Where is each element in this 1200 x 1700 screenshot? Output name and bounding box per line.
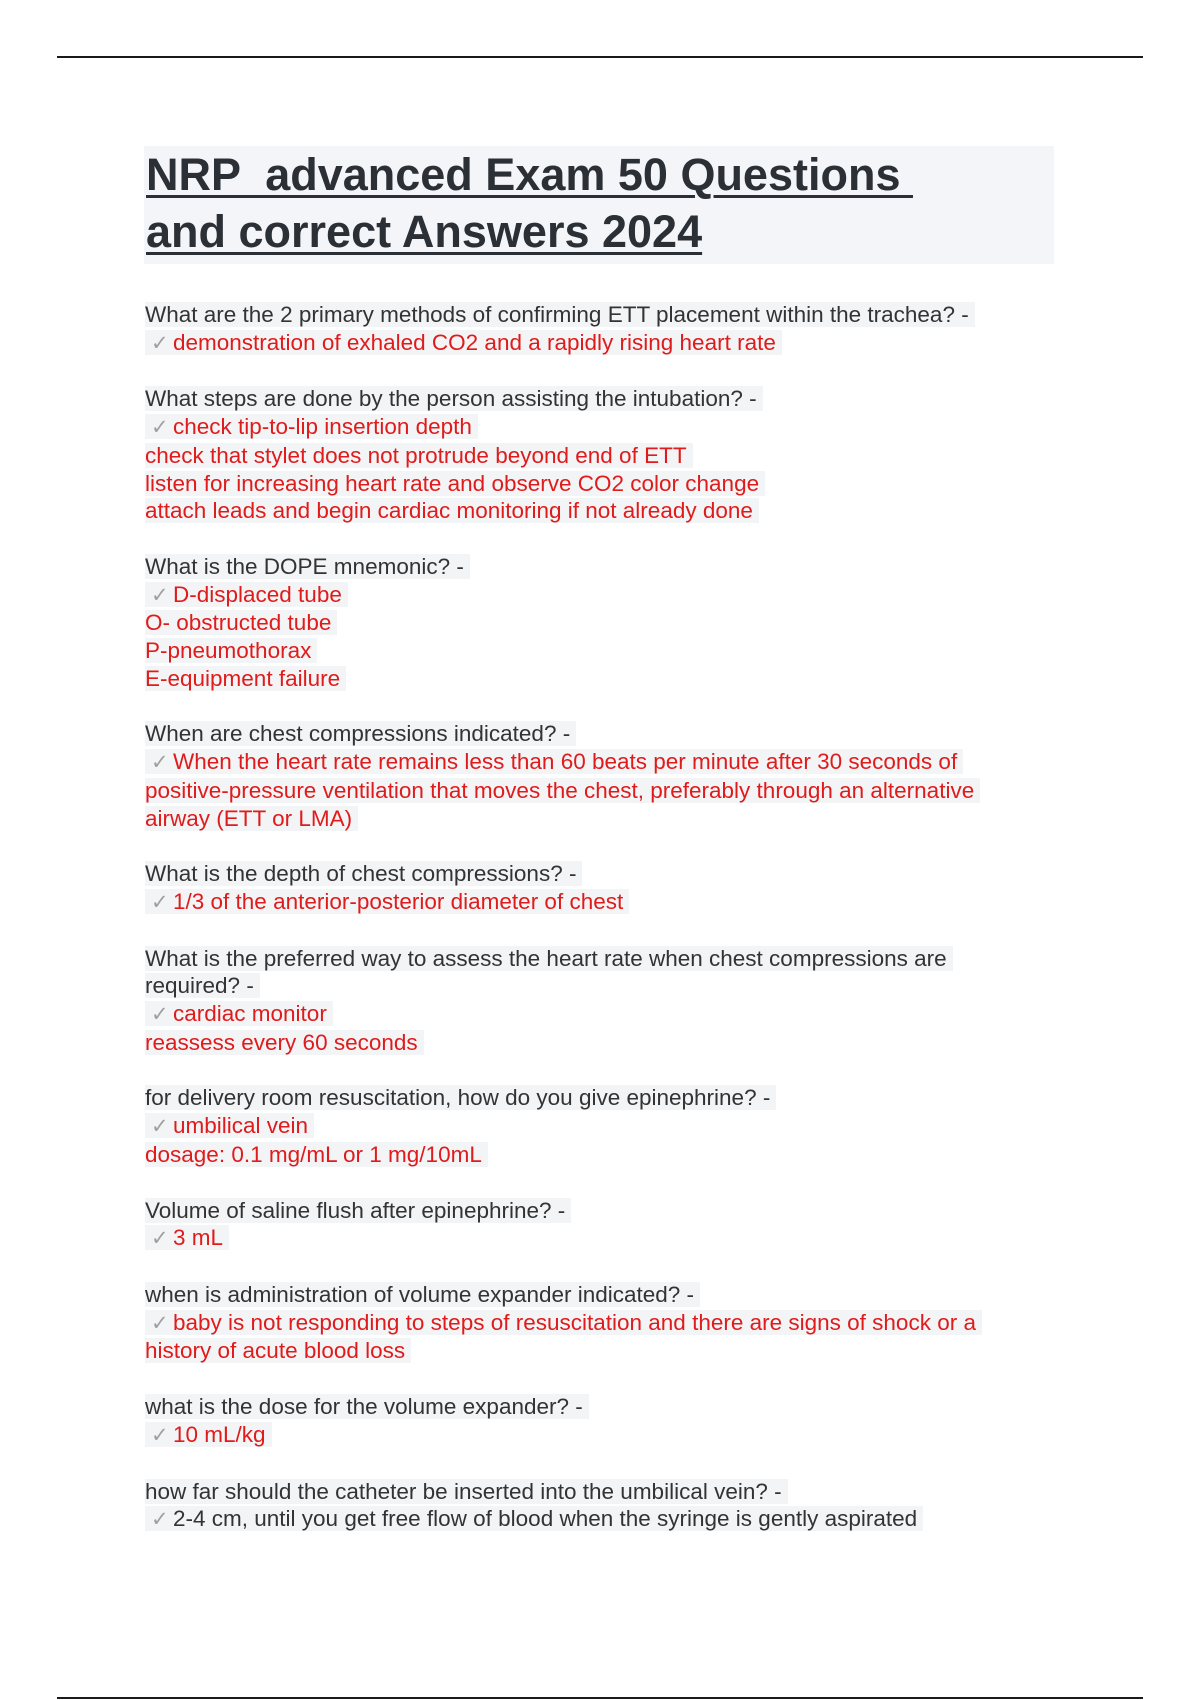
answer-line <box>145 1224 1045 1253</box>
answer-text-wrap <box>145 471 765 496</box>
qa-item <box>145 385 1045 525</box>
answer-text: listen for increasing heart rate and observe CO2 color change <box>145 470 760 496</box>
qa-item <box>145 1281 1045 1365</box>
answer-text-wrap <box>145 1225 229 1250</box>
answer-line <box>145 442 1045 470</box>
checkmark-icon: ✓ <box>151 1114 169 1139</box>
checkmark-icon: ✓ <box>151 1507 169 1532</box>
answer-text: P-pneumothorax <box>145 638 312 664</box>
qa-list <box>145 301 1045 1562</box>
answer-text: dosage: 0.1 mg/mL or 1 mg/10mL <box>145 1141 482 1167</box>
answer-line <box>145 1337 1045 1365</box>
answer-text: 1/3 of the anterior-posterior diameter of chest <box>173 888 624 914</box>
answer-text-wrap <box>145 806 358 831</box>
answer-text: When the heart rate remains less than 60 beats per minute after 30 seconds of <box>173 749 958 775</box>
answer-line <box>145 1112 1045 1141</box>
question-line <box>145 1084 1045 1112</box>
title-line-1: NRP advanced Exam 50 Questions <box>146 149 913 200</box>
checkmark-icon: ✓ <box>151 889 169 914</box>
answer-text: E-equipment failure <box>145 665 341 691</box>
question-text: for delivery room resuscitation, how do you give epinephrine? - <box>145 1085 776 1110</box>
question-text: how far should the catheter be inserted into the umbilical vein? - <box>145 1479 788 1504</box>
qa-item <box>145 860 1045 916</box>
question-line <box>145 1393 1045 1421</box>
question-text: required? - <box>145 973 260 998</box>
answer-text-wrap <box>145 1142 488 1167</box>
question-text: what is the dose for the volume expander? - <box>145 1394 589 1419</box>
top-rule <box>57 56 1143 58</box>
question-line <box>145 1478 1045 1506</box>
answer-text: 2-4 cm, until you get free flow of blood when the syringe is gently aspirated <box>173 1506 918 1532</box>
title-line-2: and correct Answers 2024 <box>146 206 703 257</box>
answer-text-wrap <box>145 582 348 607</box>
answer-text-wrap <box>145 1030 424 1055</box>
answer-text: positive-pressure ventilation that moves the chest, preferably through an alternative <box>145 777 975 803</box>
checkmark-icon: ✓ <box>151 415 169 440</box>
question-line <box>145 301 1045 329</box>
question-text: What is the depth of chest compressions? - <box>145 861 582 886</box>
answer-text: D-displaced tube <box>173 581 342 607</box>
question-text: What is the preferred way to assess the heart rate when chest compressions are <box>145 946 953 971</box>
answer-text-wrap <box>145 498 759 523</box>
answer-line <box>145 497 1045 525</box>
question-text: What are the 2 primary methods of confirming ETT placement within the trachea? - <box>145 302 975 327</box>
answer-text: baby is not responding to steps of resuscitation and there are signs of shock or a <box>173 1309 976 1335</box>
answer-line <box>145 329 1045 358</box>
answer-line <box>145 637 1045 665</box>
answer-text-wrap <box>145 749 963 774</box>
document-title <box>144 146 1054 264</box>
answer-text: attach leads and begin cardiac monitoring if not already done <box>145 498 753 524</box>
qa-item <box>145 553 1045 693</box>
answer-line <box>145 748 1045 777</box>
qa-item <box>145 1393 1045 1449</box>
answer-text: reassess every 60 seconds <box>145 1029 418 1055</box>
answer-text-wrap <box>145 1506 923 1531</box>
checkmark-icon: ✓ <box>151 1422 169 1447</box>
question-line <box>145 945 1045 973</box>
answer-text-wrap <box>145 1113 314 1138</box>
question-line <box>145 1197 1045 1225</box>
qa-item <box>145 945 1045 1057</box>
answer-text: demonstration of exhaled CO2 and a rapidly rising heart rate <box>173 329 776 355</box>
checkmark-icon: ✓ <box>151 1002 169 1027</box>
answer-text: check that stylet does not protrude beyond end of ETT <box>145 442 687 468</box>
answer-text: 10 mL/kg <box>173 1421 266 1447</box>
answer-text: O- obstructed tube <box>145 610 332 636</box>
qa-item <box>145 1197 1045 1253</box>
answer-text: umbilical vein <box>173 1113 309 1139</box>
answer-line <box>145 413 1045 442</box>
question-line <box>145 1281 1045 1309</box>
answer-text-wrap <box>145 443 693 468</box>
checkmark-icon: ✓ <box>151 582 169 607</box>
answer-line <box>145 805 1045 833</box>
bottom-rule <box>57 1697 1143 1699</box>
answer-text-wrap <box>145 1338 411 1363</box>
answer-text: check tip-to-lip insertion depth <box>173 414 472 440</box>
answer-line <box>145 1505 1045 1534</box>
question-text: What steps are done by the person assisting the intubation? - <box>145 386 763 411</box>
checkmark-icon: ✓ <box>151 1310 169 1335</box>
checkmark-icon: ✓ <box>151 750 169 775</box>
question-line <box>145 720 1045 748</box>
answer-line <box>145 1141 1045 1169</box>
checkmark-icon: ✓ <box>151 1226 169 1251</box>
answer-text-wrap <box>145 666 346 691</box>
answer-text-wrap <box>145 1422 272 1447</box>
answer-text: history of acute blood loss <box>145 1338 406 1364</box>
answer-text-wrap <box>145 1001 333 1026</box>
answer-line <box>145 777 1045 805</box>
qa-item <box>145 1084 1045 1168</box>
question-line <box>145 385 1045 413</box>
qa-item <box>145 301 1045 357</box>
answer-text: airway (ETT or LMA) <box>145 805 353 831</box>
answer-text-wrap <box>145 330 782 355</box>
answer-line <box>145 1000 1045 1029</box>
answer-line <box>145 1029 1045 1057</box>
answer-text-wrap <box>145 1310 982 1335</box>
answer-text-wrap <box>145 778 980 803</box>
question-text: Volume of saline flush after epinephrine? - <box>145 1198 571 1223</box>
answer-line <box>145 470 1045 498</box>
question-line <box>145 972 1045 1000</box>
answer-line <box>145 1309 1045 1338</box>
answer-text-wrap <box>145 610 337 635</box>
answer-text-wrap <box>145 638 317 663</box>
answer-line <box>145 1421 1045 1450</box>
question-text: when is administration of volume expander indicated? - <box>145 1282 700 1307</box>
qa-item <box>145 720 1045 832</box>
answer-text: 3 mL <box>173 1225 224 1251</box>
answer-line <box>145 581 1045 610</box>
answer-line <box>145 888 1045 917</box>
answer-text-wrap <box>145 414 478 439</box>
question-line <box>145 553 1045 581</box>
question-text: When are chest compressions indicated? - <box>145 721 576 746</box>
qa-item <box>145 1478 1045 1534</box>
checkmark-icon: ✓ <box>151 330 169 355</box>
question-line <box>145 860 1045 888</box>
answer-text-wrap <box>145 889 629 914</box>
answer-line <box>145 665 1045 693</box>
answer-line <box>145 609 1045 637</box>
answer-text: cardiac monitor <box>173 1001 327 1027</box>
question-text: What is the DOPE mnemonic? - <box>145 554 470 579</box>
